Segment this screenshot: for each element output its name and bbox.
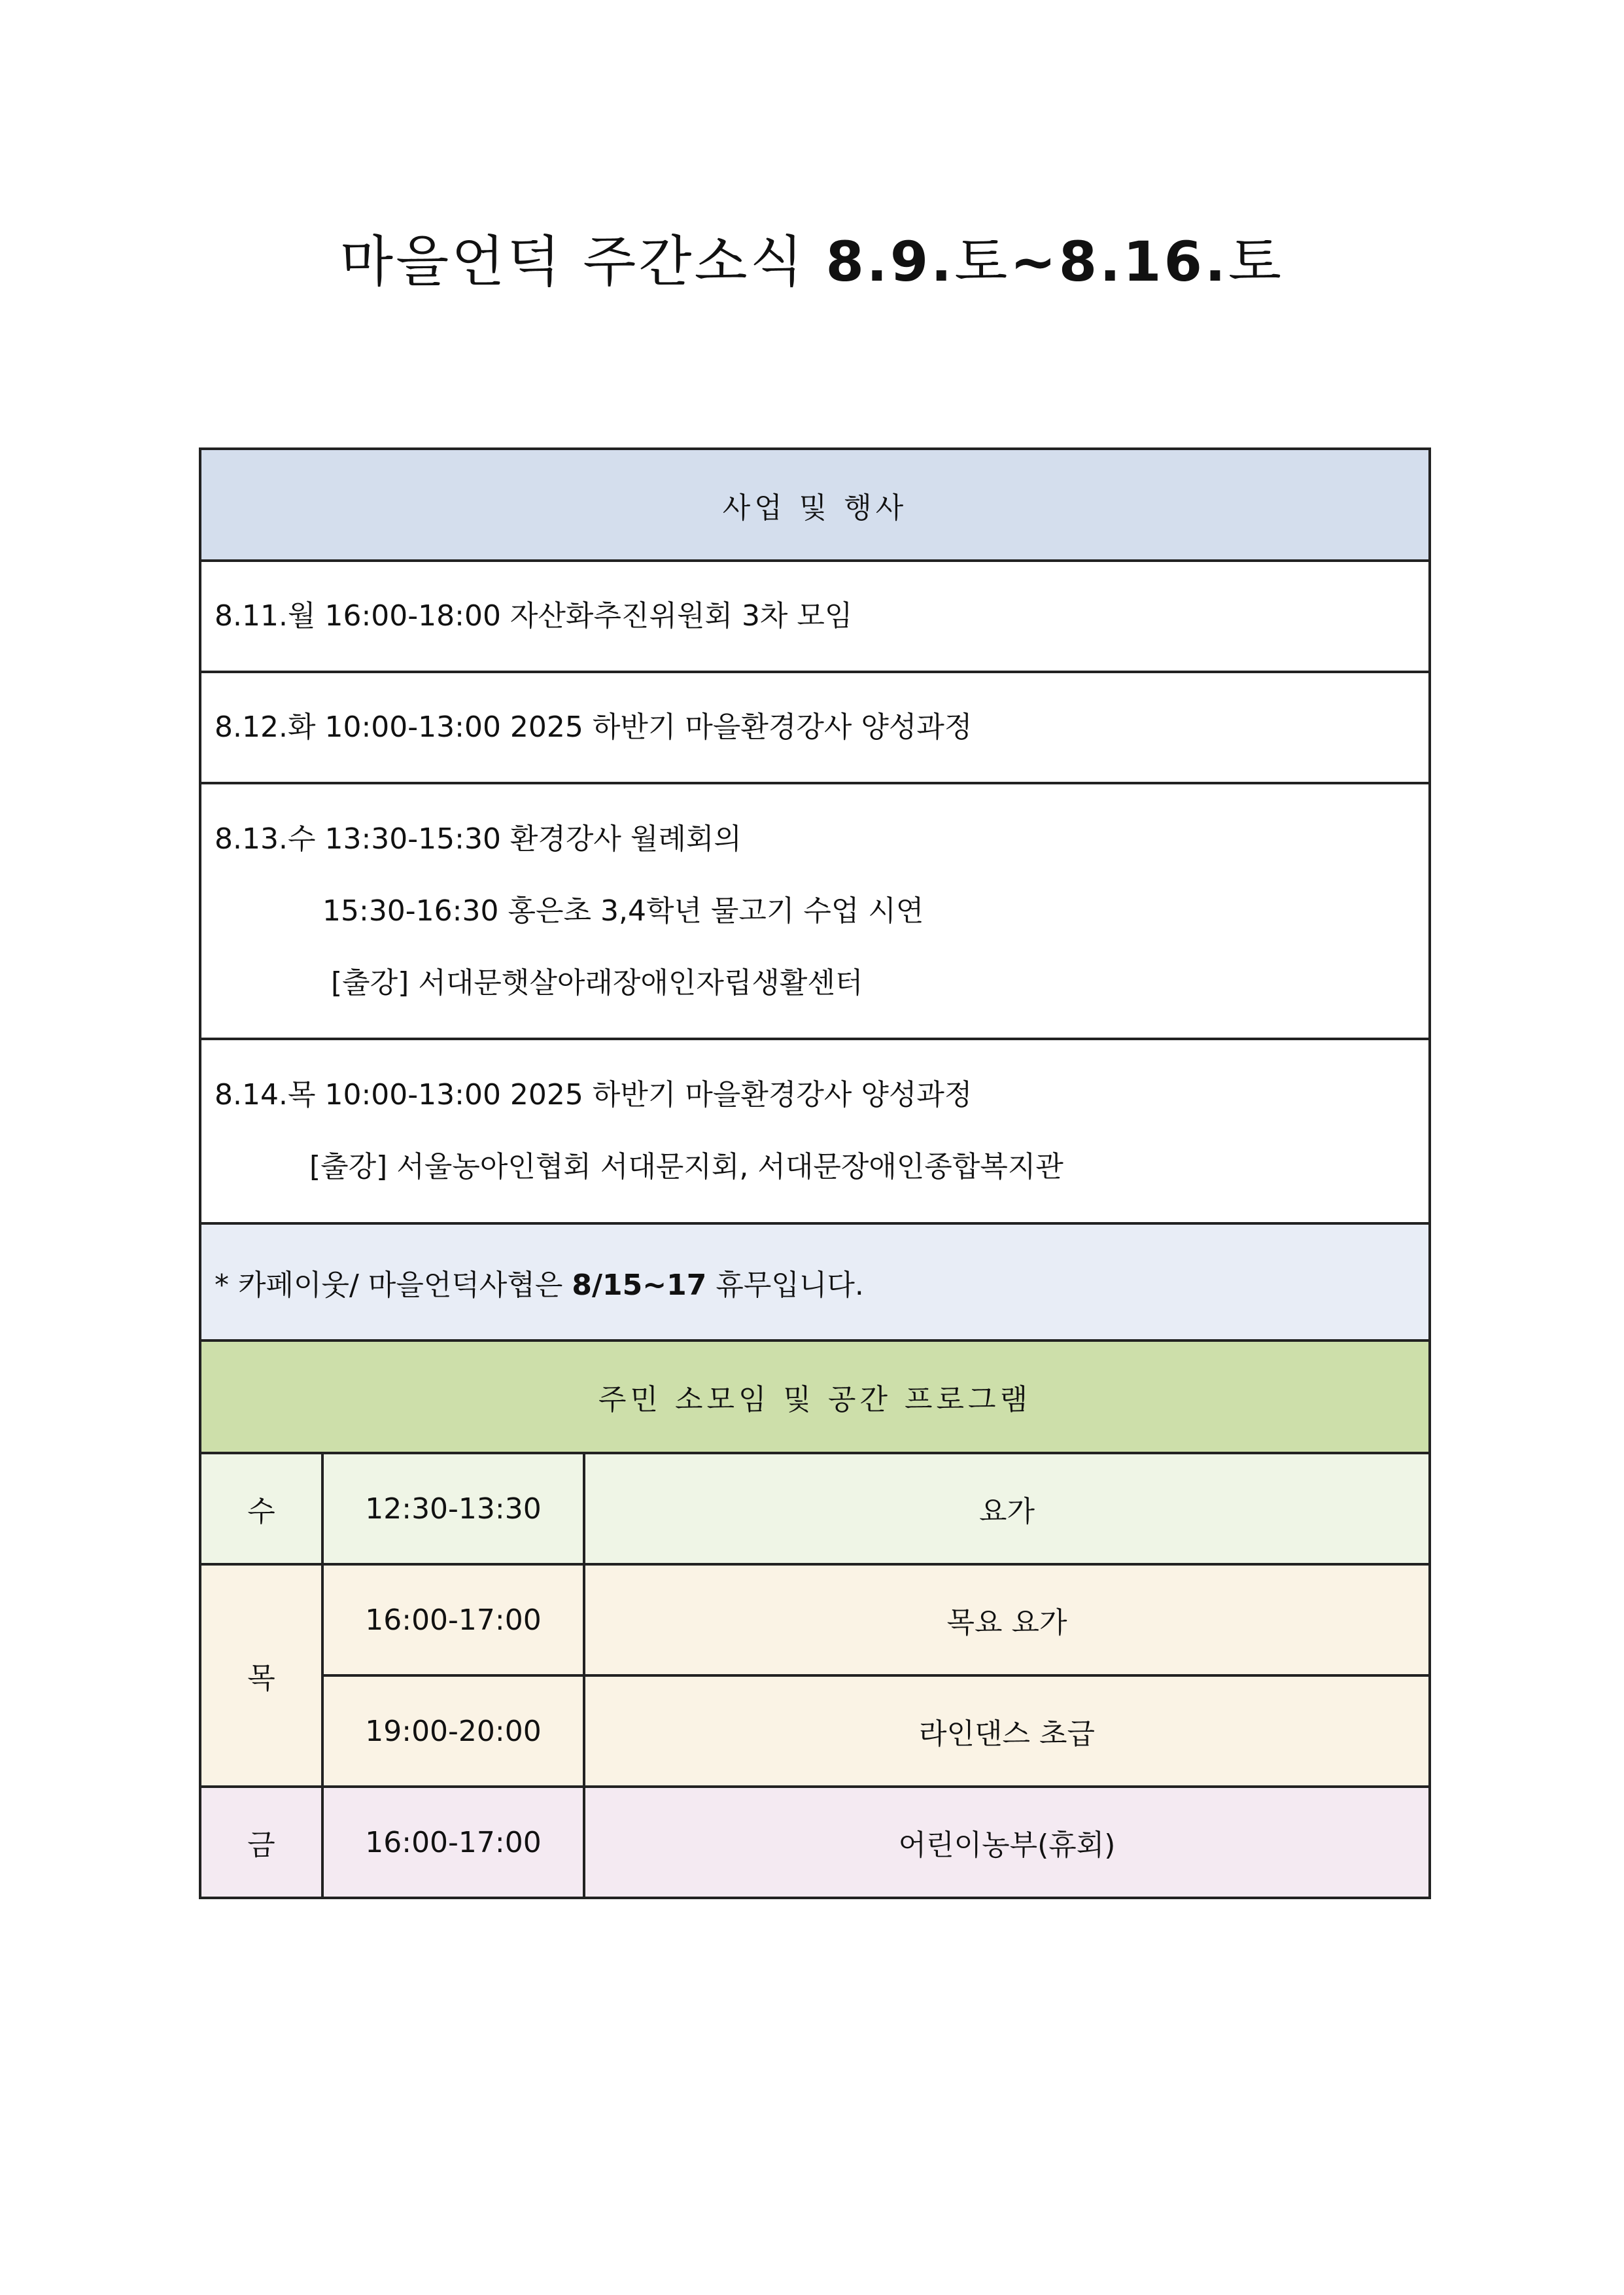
program-time: 16:00-17:00 (322, 1787, 584, 1898)
title-start-date: 8.9. (825, 230, 955, 294)
event-detail: 10:00-13:00 2025 하반기 마을환경강사 양성과정 (315, 710, 973, 744)
event-cell (200, 783, 1430, 1039)
events-header: 사업 및 행사 (200, 449, 1430, 561)
program-row-wed (200, 1453, 1430, 1564)
notice-suffix: 휴무입니다. (706, 1268, 864, 1302)
notice-prefix: * 카페이웃/ 마을언덕사협은 (215, 1268, 572, 1302)
event-row (200, 783, 1430, 1039)
event-line (215, 803, 1428, 875)
program-day: 금 (200, 1787, 322, 1898)
event-row (200, 561, 1430, 672)
event-detail: 13:30-15:30 환경강사 월례회의 (315, 822, 742, 856)
notice-dates: 8/15~17 (572, 1268, 707, 1302)
programs-header: 주민 소모임 및 공간 프로그램 (200, 1340, 1430, 1453)
notice-cell (200, 1223, 1430, 1340)
event-date: 8.13.수 (215, 822, 316, 856)
program-name: 어린이농부(휴회) (584, 1787, 1430, 1898)
title-end-day: 토 (1228, 230, 1285, 294)
program-name: 목요 요가 (584, 1564, 1430, 1675)
notice-row (200, 1223, 1430, 1340)
title-end-date: ~8.16. (1010, 230, 1228, 294)
event-detail: 10:00-13:00 2025 하반기 마을환경강사 양성과정 (315, 1078, 973, 1112)
program-time: 16:00-17:00 (322, 1564, 584, 1675)
event-date: 8.11.월 (215, 599, 316, 633)
event-detail: 16:00-18:00 자산화추진위원회 3차 모임 (315, 599, 853, 633)
page-title (0, 222, 1624, 301)
event-subline: [출강] 서울농아인협회 서대문지회, 서대문장애인종합복지관 (309, 1150, 1063, 1183)
programs-header-row (200, 1340, 1430, 1453)
event-date: 8.14.목 (215, 1078, 316, 1112)
program-name: 라인댄스 초급 (584, 1675, 1430, 1787)
program-time: 12:30-13:30 (322, 1453, 584, 1564)
event-date: 8.12.화 (215, 710, 316, 744)
event-cell (200, 561, 1430, 672)
event-subline: [출강] 서대문햇살아래장애인자립생활센터 (331, 966, 863, 1000)
program-day: 목 (200, 1564, 322, 1787)
event-line (215, 580, 1428, 652)
event-line (215, 692, 1428, 763)
program-row-thu (200, 1564, 1430, 1675)
event-row (200, 672, 1430, 783)
event-subline: 15:30-16:30 홍은초 3,4학년 물고기 수업 시연 (322, 894, 924, 928)
event-line (215, 1059, 1428, 1131)
event-cell (200, 672, 1430, 783)
program-name: 요가 (584, 1453, 1430, 1564)
title-main: 마을언덕 주간소식 (339, 230, 826, 294)
program-day: 수 (200, 1453, 322, 1564)
title-start-day: 토 (954, 230, 1011, 294)
program-time: 19:00-20:00 (322, 1675, 584, 1787)
weekly-schedule-table (199, 447, 1431, 1899)
event-cell (200, 1039, 1430, 1223)
program-row-fri (200, 1787, 1430, 1898)
program-row-thu (200, 1675, 1430, 1787)
event-row (200, 1039, 1430, 1223)
events-header-row (200, 449, 1430, 561)
